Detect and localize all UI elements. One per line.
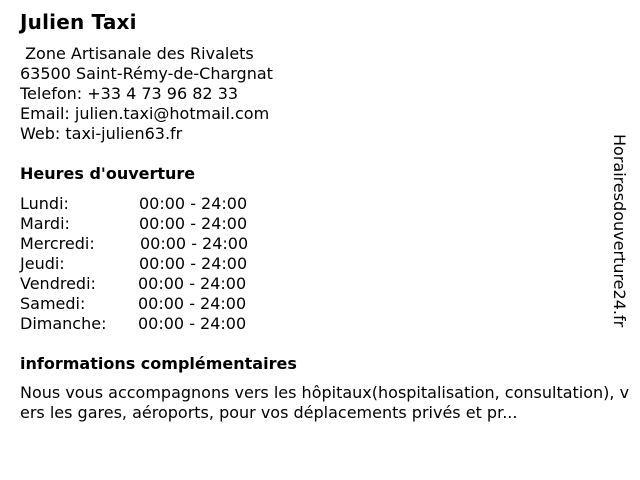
contact-block <box>20 44 273 144</box>
day-label: Lundi: <box>20 194 69 213</box>
time-range: 00:00 - 24:00 <box>139 214 248 233</box>
time-range: 00:00 - 24:00 <box>140 234 249 253</box>
day-label: Dimanche: <box>20 314 107 333</box>
info-title: informations complémentaires <box>20 354 297 373</box>
hours-title: Heures d'ouverture <box>20 164 196 183</box>
phone-label: Telefon: <box>20 84 83 103</box>
day-label: Samedi: <box>20 294 86 313</box>
site-watermark: Horairesdouverture24.fr <box>610 134 629 328</box>
email-row <box>20 104 273 124</box>
email-label: Email: <box>20 104 70 123</box>
time-range: 00:00 - 24:00 <box>138 294 247 313</box>
web-row <box>20 124 273 144</box>
email-link[interactable]: julien.taxi@hotmail.com <box>74 104 270 123</box>
day-label: Jeudi: <box>20 254 65 273</box>
phone-link[interactable]: +33 4 73 96 82 33 <box>87 84 239 103</box>
business-name: Julien Taxi <box>20 10 137 34</box>
info-description: Nous vous accompagnons vers les hôpitaux(hospitalisation, consultation), vers les gares, aéroports, pour vos déplacements privés et pr... <box>20 383 630 422</box>
day-label: Mardi: <box>20 214 70 233</box>
day-label: Mercredi: <box>20 234 95 253</box>
day-label: Vendredi: <box>20 274 96 293</box>
time-range: 00:00 - 24:00 <box>138 274 247 293</box>
time-range: 00:00 - 24:00 <box>138 314 247 333</box>
time-range: 00:00 - 24:00 <box>139 254 248 273</box>
phone-row <box>20 84 273 104</box>
address-line-1: Zone Artisanale des Rivalets <box>20 44 254 63</box>
web-link[interactable]: taxi-julien63.fr <box>65 124 183 143</box>
web-label: Web: <box>20 124 61 143</box>
address-line-2: 63500 Saint-Rémy-de-Chargnat <box>20 64 273 83</box>
time-range: 00:00 - 24:00 <box>139 194 248 213</box>
